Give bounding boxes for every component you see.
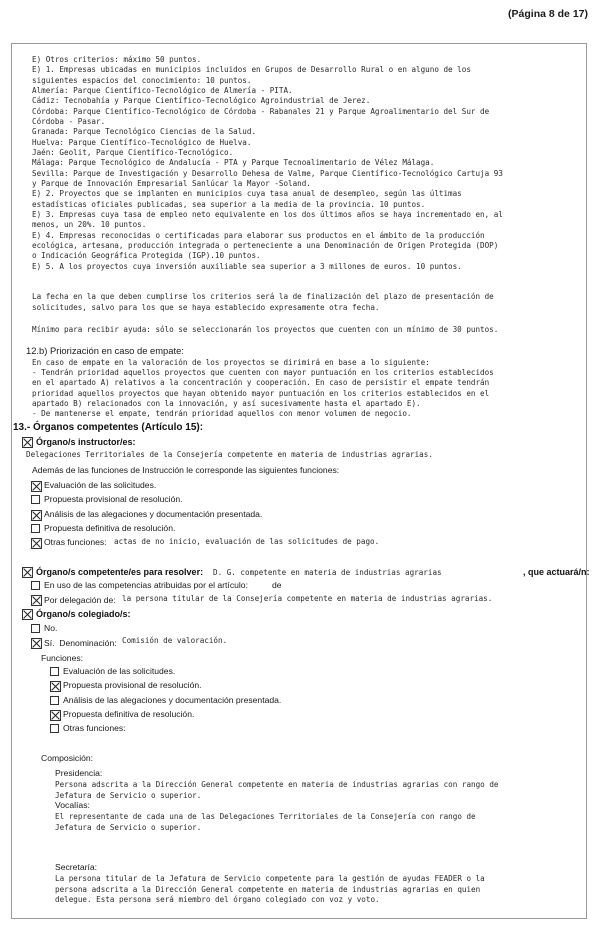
instructor-function-label: Evaluación de las solicitudes. [44, 480, 157, 490]
criteria-line: E) 1. Empresas ubicadas en municipios incluidos en Grupos de Desarrollo Rural o en alguno de los [32, 65, 471, 75]
instructor-function-label: Propuesta provisional de resolución. [44, 494, 183, 505]
tie-line: en el apartado A) relativos a la concentración y cooperación. En caso de persistir el empate tendrán [32, 378, 490, 388]
secretary-line: persona adscrita a la Dirección General competente en materia de industrias agrarias en quien [55, 884, 481, 894]
vocal-line: Jefatura de Servicio o superior. [55, 822, 202, 832]
tie-line: - De mantenerse el empate, tendrán prioridad aquellos con menor volumen de negocio. [32, 409, 412, 418]
criteria-line: siguientes espacios del conocimiento: 10 puntos. [32, 75, 252, 85]
instructor-function-checkbox[interactable] [31, 510, 42, 521]
criteria-line: Sevilla: Parque de Investigación y Desarrollo Dehesa de Valme, Parque Científico-Tecnológico Cartuja 93 [32, 168, 503, 178]
collegiate-label: Órgano/s colegiado/s: [36, 609, 131, 619]
criteria-line: Granada: Parque Tecnológico Ciencias de la Salud. [32, 127, 257, 137]
delegation-label: Por delegación de: [44, 595, 116, 605]
criteria-line: E) 4. Empresas reconocidas o certificadas para elaborar sus productos en el ámbito de la producción [32, 230, 485, 240]
instructor-function-label: Propuesta definitiva de resolución. [44, 522, 176, 533]
deadline-line: La fecha en la que deben cumplirse los criterios será la de finalización del plazo de presentación de [32, 292, 494, 301]
instructor-label: Órgano/s instructor/es: [36, 437, 136, 447]
instructor-function-label: Otras funciones: [44, 537, 107, 548]
criteria-line: E) 2. Proyectos que se implanten en municipios cuya tasa anual de desempleo, según las últimas [32, 189, 462, 199]
minimum-score-line: Mínimo para recibir ayuda: sólo se seleccionarán los proyectos que cuenten con un mínimo de 30 puntos. [32, 325, 499, 334]
section-13-title: 13.- Órganos competentes (Artículo 15): [13, 422, 204, 433]
tie-line: - Tendrán prioridad aquellos proyectos que cuenten con mayor puntuación en los criterios establecidos [32, 368, 494, 378]
secretary-label: Secretaría: [55, 862, 98, 872]
criteria-line: Córdoba: Parque Científico-Tecnológico de Córdoba - Rabanales 21 y Parque Agroalimentario del Sur de [32, 106, 490, 116]
instructor-other-functions-value: actas de no inicio, evaluación de las solicitudes de pago. [114, 537, 380, 546]
criteria-line: menos, un 20%. 10 puntos. [32, 220, 147, 230]
instructor-function-checkbox[interactable] [31, 481, 42, 492]
collegiate-yes-checkbox[interactable] [31, 638, 42, 649]
instructor-value: Delegaciones Territoriales de la Consejería competente en materia de industrias agrarias. [26, 450, 433, 459]
criteria-line: E) 5. A los proyectos cuya inversión auxiliable sea superior a 3 millones de euros. 10 puntos. [32, 261, 462, 271]
presidency-label: Presidencia: [55, 768, 103, 778]
criteria-line: Almería: Parque Científico-Tecnológico de Almería - PITA. [32, 85, 293, 95]
resolver-label: Órgano/s competente/es para resolver: [36, 567, 204, 577]
page-number: (Página 8 de 17) [508, 8, 588, 20]
instructor-function-checkbox[interactable] [31, 538, 42, 549]
own-competence-label: En uso de las competencias atribuidas por el artículo: [44, 580, 248, 590]
vocal-label: Vocalías: [55, 800, 90, 810]
tie-heading: 12.b) Priorización en caso de empate: [26, 345, 184, 356]
instructor-function-checkbox[interactable] [31, 524, 40, 533]
presidency-line: Persona adscrita a la Dirección General competente en materia de industrias agrarias con rango de [55, 780, 499, 789]
criteria-line: Córdoba - Pasar. [32, 116, 106, 126]
collegiate-checkbox[interactable] [22, 609, 33, 620]
collegiate-function-checkbox[interactable] [50, 667, 59, 676]
instructor-function-label: Análisis de las alegaciones y documentación presentada. [44, 508, 263, 519]
tie-line: En caso de empate en la valoración de los proyectos se dirimirá en base a lo siguiente: [32, 358, 430, 367]
collegiate-function-label: Propuesta definitiva de resolución. [63, 708, 195, 719]
presidency-line: Jefatura de Servicio o superior. [55, 790, 202, 800]
resolver-suffix: , que actuará/n: [523, 567, 590, 577]
collegiate-function-checkbox[interactable] [50, 696, 59, 705]
criteria-line: E) Otros criterios: máximo 50 puntos. [32, 55, 202, 64]
secretary-line: La persona titular de la Jefatura de Servicio competente para la gestión de ayudas FEADER o la [55, 874, 485, 883]
collegiate-function-label: Propuesta provisional de resolución. [63, 680, 202, 691]
resolver-value: D. G. competente en materia de industrias agrarias [213, 568, 442, 577]
collegiate-no-checkbox[interactable] [31, 624, 40, 633]
instructor-function-checkbox[interactable] [31, 495, 40, 504]
collegiate-function-label: Evaluación de las solicitudes. [63, 666, 176, 676]
collegiate-function-checkbox[interactable] [50, 681, 61, 692]
instructor-checkbox[interactable] [22, 437, 33, 448]
collegiate-function-checkbox[interactable] [50, 724, 59, 733]
collegiate-function-checkbox[interactable] [50, 710, 61, 721]
criteria-line: E) 3. Empresas cuya tasa de empleo neto equivalente en los dos últimos años se haya incrementado en, al [32, 209, 503, 219]
vocal-line: El representante de cada una de las Delegaciones Territoriales de la Consejería con rango de [55, 812, 476, 821]
collegiate-function-label: Análisis de las alegaciones y documentación presentada. [63, 694, 282, 705]
secretary-line: delegue. Esta persona será miembro del órgano colegiado con voz y voto. [55, 895, 380, 904]
collegiate-name-value: Comisión de valoración. [122, 636, 228, 645]
collegiate-function-label: Otras funciones: [63, 723, 126, 734]
delegation-checkbox[interactable] [31, 595, 42, 606]
own-competence-checkbox[interactable] [31, 581, 40, 590]
collegiate-no-label: No. [44, 623, 58, 633]
delegation-value: la persona titular de la Consejería competente en materia de industrias agrarias. [122, 594, 493, 603]
deadline-line: solicitudes, salvo para los que se haya establecido expresamente otra fecha. [32, 302, 380, 312]
criteria-line: estadísticas oficiales publicadas, sea superior a la media de la provincia. 10 puntos. [32, 199, 426, 209]
criteria-line: Jaén: Geolit, Parque Científico-Tecnológico. [32, 147, 234, 157]
criteria-line: o Indicación Geográfica Protegida (IGP).10 puntos. [32, 251, 261, 261]
composition-label: Composición: [41, 753, 94, 763]
criteria-line: Málaga: Parque Tecnológico de Andalucía - PTA y Parque Tecnoalimentario de Vélez Málaga. [32, 158, 435, 168]
resolver-checkbox[interactable] [22, 567, 33, 578]
criteria-line: Cádiz: Tecnobahía y Parque Científico-Tecnológico Agroindustrial de Jerez. [32, 96, 371, 106]
tie-line: apartado B) relacionados con la innovación, y así sucesivamente hasta el apartado E). [32, 398, 421, 408]
criteria-line: ecológica, artesana, producción integrada o perteneciente a una Denominación de Origen Protegida (DOP) [32, 240, 499, 250]
collegiate-yes-label: Sí. Denominación: [44, 638, 117, 648]
tie-line: prioridad aquellos proyectos que hayan obtenido mayor puntuación en los criterios establecidos en el [32, 388, 490, 398]
own-competence-de: de [272, 580, 282, 590]
collegiate-functions-label: Funciones: [41, 653, 84, 663]
instructor-intro: Además de las funciones de Instrucción le corresponde las siguientes funciones: [32, 465, 340, 475]
criteria-line: y Parque de Innovación Empresarial Sanlúcar la Mayor -Soland. [32, 178, 311, 188]
criteria-line: Huelva: Parque Científico-Tecnológico de Huelva. [32, 137, 252, 147]
